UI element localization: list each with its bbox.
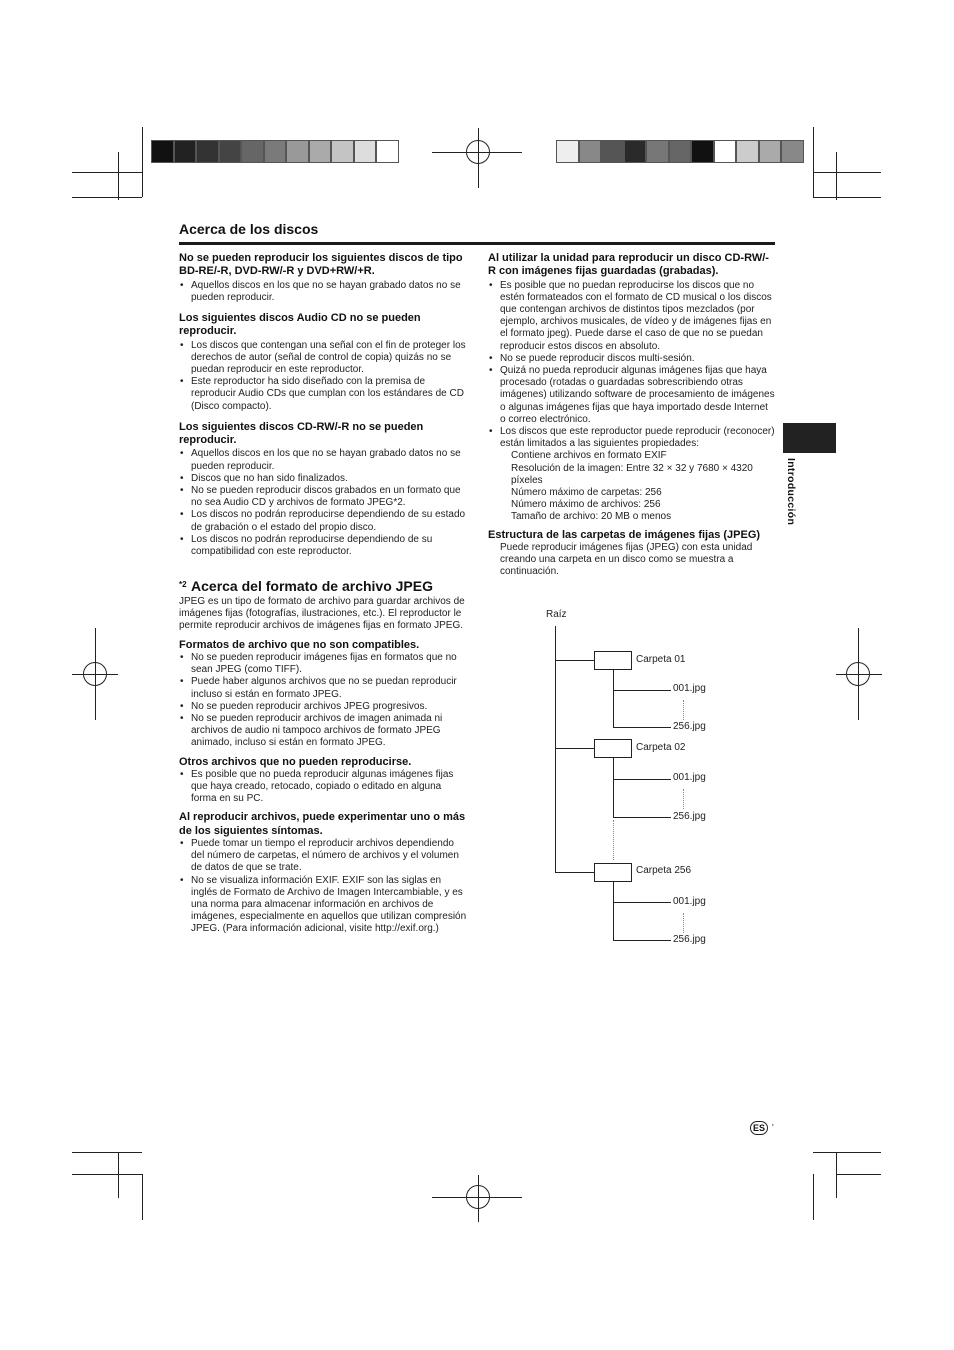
color-swatch bbox=[759, 140, 782, 163]
list-item: • Este reproductor ha sido diseñado con la premisa de reproducir Audio CDs que cumplan con los estándares de CD (Disco compacto). bbox=[179, 376, 467, 413]
list-item: • No se pueden reproducir discos grabados en un formato que no sea Audio CD y archivos de formato JPEG*2. bbox=[179, 485, 467, 509]
property-line: Contiene archivos en formato EXIF bbox=[511, 450, 667, 462]
block-audio-cd bbox=[179, 312, 467, 413]
list-item: • No se pueden reproducir archivos JPEG progresivos. bbox=[179, 701, 467, 713]
list-item: • Aquellos discos en los que no se hayan grabado datos no se pueden reproducir. bbox=[179, 448, 467, 472]
side-tab-block bbox=[783, 423, 836, 453]
block-cdrw bbox=[179, 421, 467, 558]
language-badge bbox=[750, 1121, 768, 1135]
block-heading: Los siguientes discos CD-RW/-R no se pueden reproducir. bbox=[179, 420, 424, 447]
color-swatch bbox=[286, 140, 309, 163]
structure-text: Puede reproducir imágenes fijas (JPEG) con esta unidad creando una carpeta en un disco como se muestra a continuación. bbox=[500, 541, 753, 578]
jpeg-intro: JPEG es un tipo de formato de archivo para guardar archivos de imágenes fijas (fotografías, ilustraciones, etc.). El reproductor le permite reproducir archivos de imágenes fijas en formato JPEG. bbox=[179, 596, 465, 632]
property-line: píxeles bbox=[511, 474, 543, 486]
list-item: • No se pueden reproducir archivos de imagen animada ni archivos de audio ni tampoco archivos de formato JPEG animado, incluso si están en formato JPEG. bbox=[179, 713, 467, 750]
color-swatch bbox=[309, 140, 332, 163]
footnote-mark: *2 bbox=[179, 580, 187, 589]
color-swatch bbox=[376, 140, 399, 163]
color-swatch bbox=[151, 140, 174, 163]
block-heading: Al reproducir archivos, puede experimentar uno o más de los siguientes síntomas. bbox=[179, 811, 466, 837]
block-unsupported bbox=[179, 639, 467, 750]
color-swatch bbox=[669, 140, 692, 163]
color-swatch bbox=[736, 140, 759, 163]
file-label: 256.jpg bbox=[673, 934, 706, 945]
block-heading: Otros archivos que no pueden reproducirse. bbox=[179, 755, 412, 768]
color-swatch bbox=[781, 140, 804, 163]
property-line: Número máximo de archivos: 256 bbox=[511, 499, 661, 511]
structure-heading: Estructura de las carpetas de imágenes fijas (JPEG) bbox=[488, 528, 761, 541]
section-title-discs: Acerca de los discos bbox=[179, 221, 319, 237]
color-swatch bbox=[691, 140, 714, 163]
language-badge-text: ES bbox=[752, 1123, 765, 1133]
folder-label: Carpeta 01 bbox=[636, 654, 686, 665]
block-heading: Al utilizar la unidad para reproducir un disco CD-RW/-R con imágenes fijas guardadas (grabadas). bbox=[488, 252, 769, 278]
file-label: 256.jpg bbox=[673, 811, 706, 822]
color-swatch bbox=[174, 140, 197, 163]
list-item: • Es posible que no puedan reproducirse los discos que no estén formateados con el formato de CD musical o los discos que contengan archivos de distintos tipos mezclados (por ejemplo, archivos musicales, de vídeo y de imágenes fijas en el formato jpeg). Puede darse el caso de que no se puedan reproducir estos discos en absoluto. bbox=[488, 280, 775, 353]
folder-label: Carpeta 02 bbox=[636, 742, 686, 753]
jpeg-section bbox=[179, 578, 467, 936]
list-item: • Los discos no podrán reproducirse dependiendo de su compatibilidad con este reproductor. bbox=[179, 534, 467, 558]
file-label: 256.jpg bbox=[673, 721, 706, 732]
folder-label: Carpeta 256 bbox=[636, 865, 692, 876]
left-column bbox=[179, 252, 467, 558]
list-item: • Es posible que no pueda reproducir algunas imágenes fijas que haya creado, retocado, copiado o editado en alguna forma en su PC. bbox=[179, 769, 467, 806]
property-line: Resolución de la imagen: Entre 32 × 32 y 7680 × 4320 bbox=[511, 462, 753, 474]
block-heading: Los siguientes discos Audio CD no se pueden reproducir. bbox=[179, 312, 421, 338]
color-swatch bbox=[714, 140, 737, 163]
page-number: · bbox=[771, 1119, 775, 1131]
block-symptoms bbox=[179, 811, 467, 935]
list-item: • Los discos que contengan una señal con el fin de proteger los derechos de autor (señal de control de copia) quizás no se puedan reproducir en este reproductor. bbox=[179, 340, 467, 377]
property-line: Tamaño de archivo: 20 MB o menos bbox=[511, 511, 672, 523]
folder-icon bbox=[594, 651, 632, 670]
color-swatch bbox=[196, 140, 219, 163]
block-bd bbox=[179, 252, 467, 304]
list-item: • Puede tomar un tiempo el reproducir archivos dependiendo del número de carpetas, el número de archivos y el volumen de datos de que se trate. bbox=[179, 838, 467, 875]
list-item: • Quizá no pueda reproducir algunas imágenes fijas que haya procesado (rotadas o guardadas sobrescribiendo otras imágenes) utilizando software de procesamiento de imágenes o algunas imágenes fijas que haya importado desde Internet o correo electrónico. bbox=[488, 365, 775, 426]
list-item: • No se pueden reproducir imágenes fijas en formatos que no sean JPEG (como TIFF). bbox=[179, 652, 467, 676]
color-swatch bbox=[331, 140, 354, 163]
color-swatch bbox=[624, 140, 647, 163]
side-tab-label: Introducción bbox=[785, 458, 797, 526]
color-swatch bbox=[556, 140, 579, 163]
title-rule bbox=[179, 242, 775, 245]
folder-icon bbox=[594, 863, 632, 882]
list-item: • No se visualiza información EXIF. EXIF son las siglas en inglés de Formato de Archivo de Imagen Intercambiable, y es una norma para almacenar información en archivos de imágenes, especialmente en aquellos que utilizan compresión JPEG. (Para información adicional, visite http://exif.org.) bbox=[179, 875, 467, 936]
property-line: Número máximo de carpetas: 256 bbox=[511, 487, 662, 499]
color-swatch bbox=[241, 140, 264, 163]
list-item: • Aquellos discos en los que no se hayan grabado datos no se pueden reproducir. bbox=[179, 280, 467, 304]
block-heading: Formatos de archivo que no son compatibles. bbox=[179, 638, 420, 651]
folder-icon bbox=[594, 739, 632, 758]
list-item: • Los discos no podrán reproducirse dependiendo de su estado de grabación o el estado del propio disco. bbox=[179, 509, 467, 533]
properties-list bbox=[488, 450, 775, 523]
color-swatch bbox=[219, 140, 242, 163]
section-title-jpeg: $^{*2}$ Acerca del formato de archivo JPEG bbox=[179, 578, 433, 594]
file-label: 001.jpg bbox=[673, 772, 706, 783]
list-item: • No se puede reproducir discos multi-sesión. bbox=[488, 353, 775, 365]
block-other bbox=[179, 756, 467, 806]
right-column bbox=[488, 252, 775, 579]
file-label: 001.jpg bbox=[673, 896, 706, 907]
color-swatch bbox=[264, 140, 287, 163]
block-heading: No se pueden reproducir los siguientes discos de tipo BD-RE/-R, DVD-RW/-R y DVD+RW/+R. bbox=[179, 252, 463, 278]
list-item: • Discos que no han sido finalizados. bbox=[179, 473, 467, 485]
color-swatch bbox=[354, 140, 377, 163]
tree-root-label: Raíz bbox=[546, 609, 567, 620]
color-swatch bbox=[579, 140, 602, 163]
list-item: • Los discos que este reproductor puede reproducir (reconocer) están limitados a las siguientes propiedades: bbox=[488, 426, 775, 450]
color-swatch bbox=[646, 140, 669, 163]
list-item: • Puede haber algunos archivos que no se puedan reproducir incluso si están en formato JPEG. bbox=[179, 676, 467, 700]
color-swatch bbox=[601, 140, 624, 163]
file-label: 001.jpg bbox=[673, 683, 706, 694]
